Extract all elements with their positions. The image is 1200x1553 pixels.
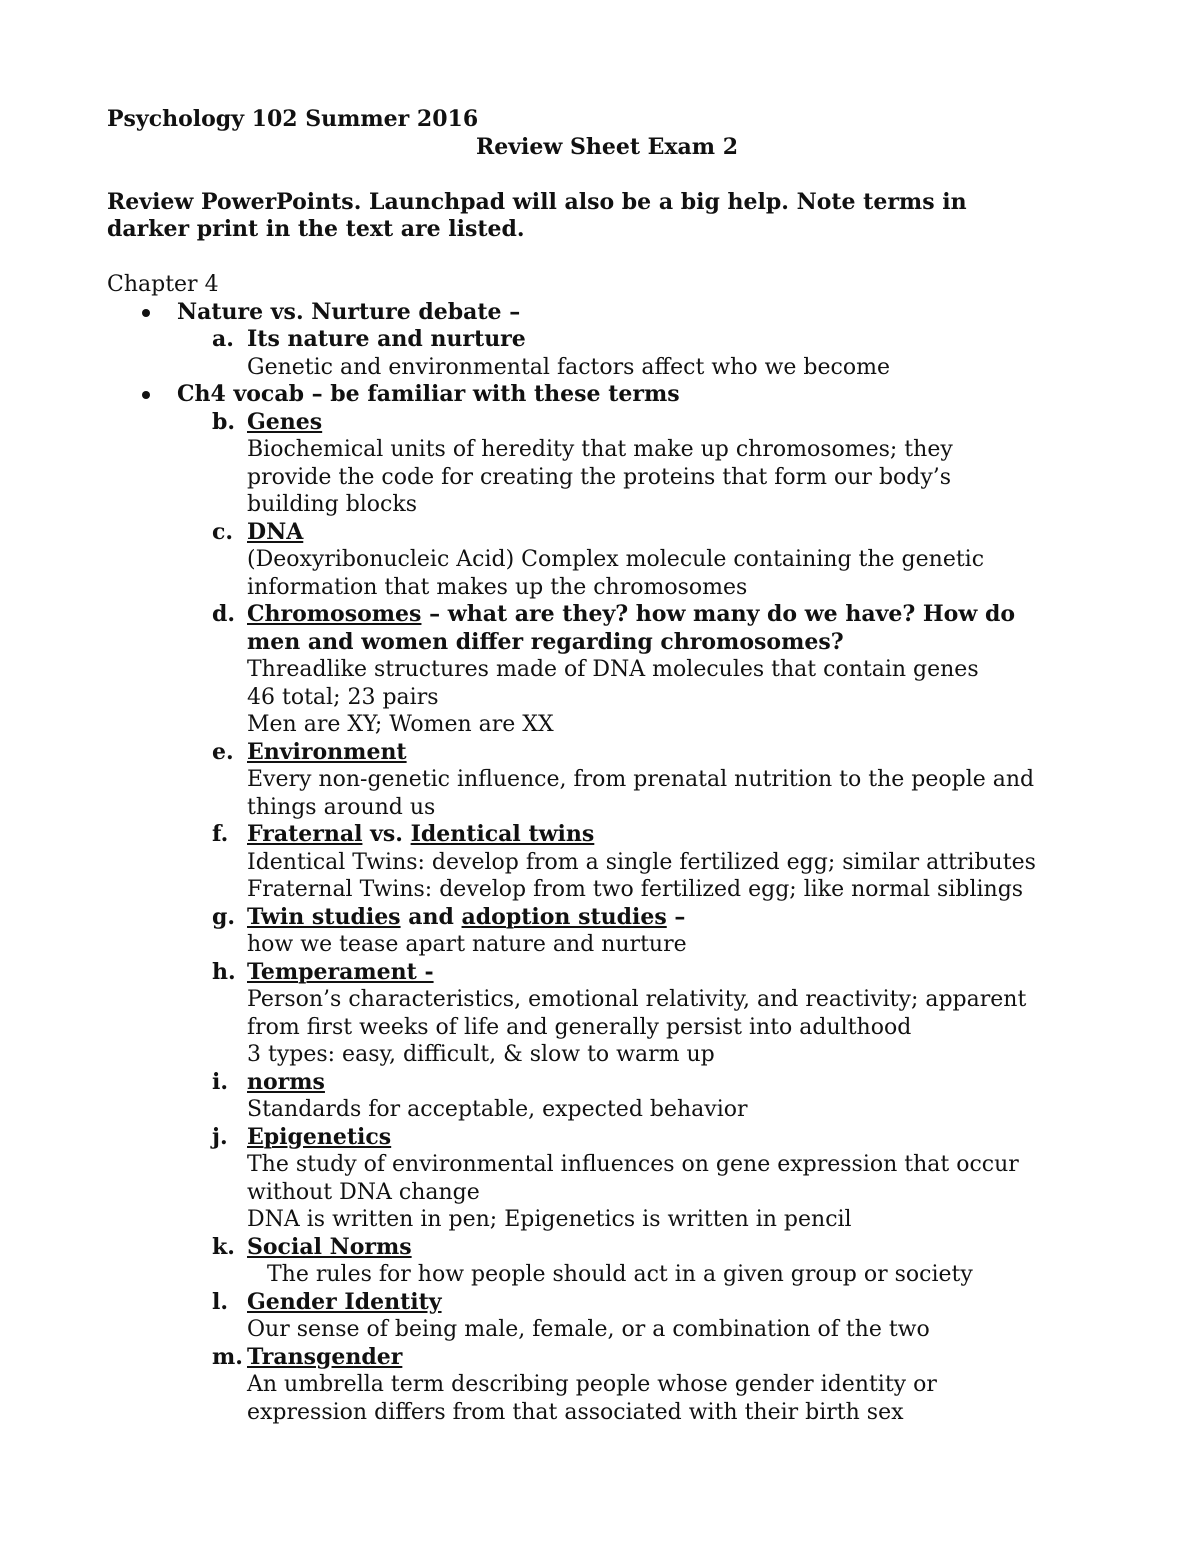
list-item-l: l. Gender Identity: [212, 1288, 442, 1315]
bullet-icon: [142, 309, 150, 317]
course-heading: Psychology 102 Summer 2016: [107, 106, 479, 132]
term: norms: [247, 1068, 325, 1095]
item-a-desc: Genetic and environmental factors affect who we become: [247, 354, 890, 380]
document-page: Psychology 102 Summer 2016 Review Sheet Exam 2 Review PowerPoints. Launchpad will also be a big help. Note terms in darker print in the text are listed. Chapter 4 Nature vs. Nurture debate – a. Its nature and nurture Genetic and environmental factors affect who we become Ch4 vocab – be familiar with these terms b. Genes Biochemical units of heredity that make up chromosomes; they provide the code for creating the proteins that form our body’s building blocks c. DNA (Deoxyribonucleic Acid) Complex molecule containing the genetic information that makes up the chromosomes d. Chromosomes – what are they? how many do we have? How do men and women differ regarding chromosomes? Threadlike structures made of DNA molecules that contain genes 46 total; 23 pairs Men are XY; Women are XX e. Environment Every non-genetic influence, from prenatal nutrition to the people and things around us f. Fraternal vs. Identical twins Identical Twins: develop from a single fertilized egg; similar attributes Fraternal Twins: develop from two fertilized egg; like normal siblings g. Twin studies and adoption studies – how we tease apart nature and nurture h. Temperament - Person’s characteristics, emotional relativity, and reactivity; apparent from first weeks of life and generally persist into adulthood 3 types: easy, difficult, & slow to warm up i. norms Standards for acceptable, expected behavior j. Epigenetics The study of environmental influences on gene expression that occur without DNA change DNA is written in pen; Epigenetics is written in pencil k. Social Norms The rules for how people should act in a given group or society l. Gender Identity Our sense of being male, female, or a combination of the two m. Transgender An umbrella term describing people whose gender identity or expression differs from that associated with their birth sex: [107, 106, 1107, 1426]
bullet-vocab: Ch4 vocab – be familiar with these terms: [107, 381, 1107, 409]
term: Twin studies: [247, 903, 401, 930]
term: Genes: [247, 408, 323, 435]
bullet-icon: [142, 391, 150, 399]
term: Social Norms: [247, 1233, 412, 1260]
document-title: Review Sheet Exam 2: [475, 133, 739, 160]
list-item-c: c. DNA: [212, 518, 304, 545]
intro-line-2: darker print in the text are listed.: [107, 216, 525, 242]
term: Fraternal: [247, 821, 363, 847]
term: DNA: [247, 518, 304, 545]
term: Its nature and nurture: [247, 326, 526, 352]
list-item-h: h. Temperament -: [212, 958, 434, 985]
bullet-nature-nurture: Nature vs. Nurture debate –: [107, 299, 1107, 327]
list-item-d: d. Chromosomes – what are they? how many do we have? How do: [212, 601, 1016, 627]
list-item-f: f. Fraternal vs. Identical twins: [212, 821, 595, 847]
list-item-b: b. Genes: [212, 408, 323, 435]
term: Identical twins: [410, 821, 595, 847]
term: Temperament -: [247, 958, 434, 985]
term: Environment: [247, 738, 407, 765]
intro-line-1: Review PowerPoints. Launchpad will also be a big help. Note terms in: [107, 188, 967, 215]
list-item-m: m. Transgender: [212, 1343, 403, 1370]
term: Transgender: [247, 1343, 403, 1370]
chapter-heading: Chapter 4: [107, 272, 219, 297]
term: Chromosomes: [247, 601, 422, 627]
list-item-a: a. Its nature and nurture: [212, 326, 526, 352]
list-item-i: i. norms: [212, 1068, 325, 1095]
term: Gender Identity: [247, 1288, 442, 1315]
list-item-e: e. Environment: [212, 738, 407, 765]
list-item-j: j. Epigenetics: [212, 1123, 392, 1150]
list-item-k: k. Social Norms: [212, 1233, 412, 1260]
list-item-g: g. Twin studies and adoption studies –: [212, 903, 686, 930]
term: adoption studies: [461, 903, 667, 930]
term: Epigenetics: [247, 1123, 392, 1150]
